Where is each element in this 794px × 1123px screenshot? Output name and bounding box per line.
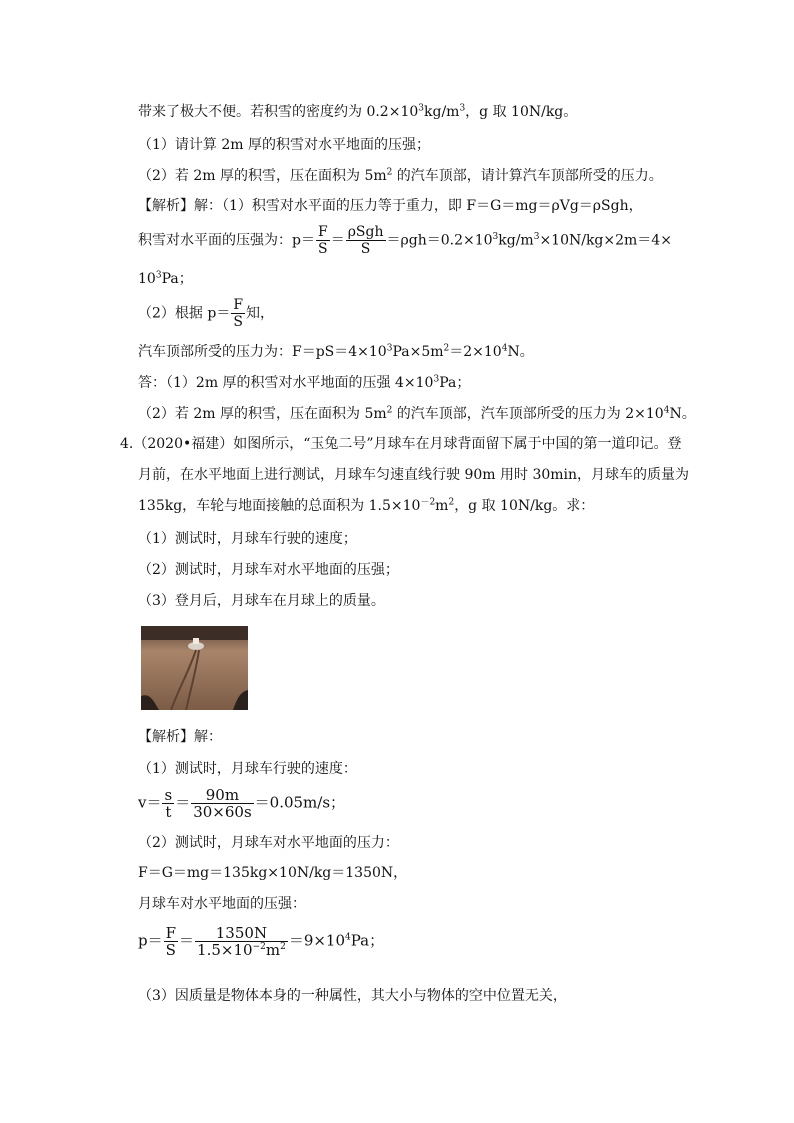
problem-text: 月前，在水平地面上进行测试，月球车匀速直线行驶 90m 用时 30min，月球车的质量为 <box>138 467 690 483</box>
question-2: （2）测试时，月球车对水平地面的压强； <box>138 562 399 578</box>
analysis-line: F＝G＝mg＝135kg×10N/kg＝1350N， <box>138 865 408 881</box>
analysis-formula: v＝ $\frac{s}{t}$ ＝ $\frac{90m}{30\times 60s}$ ＝0.05m/s； <box>138 786 346 821</box>
problem-text: 135kg，车轮与地面接触的总面积为 $1.5\times 10^{-2}m^2$，g 取 10N/kg。求： <box>138 497 595 514</box>
problem-4-heading: 4.（2020•福建）如图所示，“玉兔二号”月球车在月球背面留下属于中国的第一道印记。登 <box>120 436 682 452</box>
problem-text: 带来了极大不便。若积雪的密度约为 $0.2\times 10^3kg/m^3$，g 取 10N/kg。 <box>138 103 578 120</box>
fraction: $\frac{1350N}{1.5\times 10^{-2}m^2}$ <box>197 924 286 959</box>
analysis-formula: 积雪对水平面的压强为：p＝ $\frac{F}{S}$ ＝ $\frac{\text{ρSgh}}{S}$ $=\rho gh=0.2\times 10^3kg/m^3\times 10N/kg\times 2m=4\times$ <box>138 224 672 257</box>
fraction: $\frac{90m}{30\times 60s}$ <box>193 786 252 821</box>
fraction: $\frac{s}{t}$ <box>164 786 173 821</box>
analysis-line: 汽车顶部所受的压力为：$F=pS=4\times 10^3Pa\times 5m^2=2\times 10^4N$。 <box>138 343 534 360</box>
question-1: （1）测试时，月球车行驶的速度； <box>138 531 357 547</box>
answer-line: 答：（1）2m 厚的积雪对水平地面的压强 $4\times 10^3Pa$； <box>138 374 471 391</box>
moon-rover-photo <box>141 626 248 710</box>
fraction: $\frac{F}{S}$ <box>165 924 177 959</box>
question-2: （2）若 2m 厚的积雪，压在面积为 $5m^2$ 的汽车顶部，请计算汽车顶部所受的压力。 <box>138 167 663 184</box>
answer-line: （2）若 2m 厚的积雪，压在面积为 $5m^2$ 的汽车顶部，汽车顶部所受的压力为 $2\times 10^4N$。 <box>138 405 696 422</box>
question-3: （3）登月后，月球车在月球上的质量。 <box>138 593 385 609</box>
fraction: $\frac{F}{S}$ <box>317 224 328 257</box>
analysis-line: （3）因质量是物体本身的一种属性，其大小与物体的空中位置无关， <box>138 988 567 1004</box>
analysis-line: 月球车对水平地面的压强： <box>138 896 306 912</box>
analysis-heading: 【解析】解： <box>138 729 222 745</box>
analysis-line: （1）测试时，月球车行驶的速度： <box>138 761 357 777</box>
analysis-formula: p＝ $\frac{F}{S}$ ＝ $\frac{1350N}{1.5\times 10^{-2}m^2}$ $=9\times 10^4Pa$； <box>138 924 385 959</box>
fraction: $\frac{\text{ρSgh}}{S}$ <box>347 224 384 257</box>
analysis-line: （2）测试时，月球车对水平地面的压力： <box>138 835 399 851</box>
question-1: （1）请计算 2m 厚的积雪对水平地面的压强； <box>138 137 430 153</box>
fraction: $\frac{F}{S}$ <box>233 297 244 330</box>
analysis-formula: （2）根据 p＝ $\frac{F}{S}$ 知， <box>138 297 275 330</box>
analysis-line: $10^3Pa$； <box>138 270 193 287</box>
analysis-line: 【解析】解：（1）积雪对水平面的压力等于重力，即 F＝G＝mg＝ρVg＝ρSgh， <box>138 198 643 214</box>
